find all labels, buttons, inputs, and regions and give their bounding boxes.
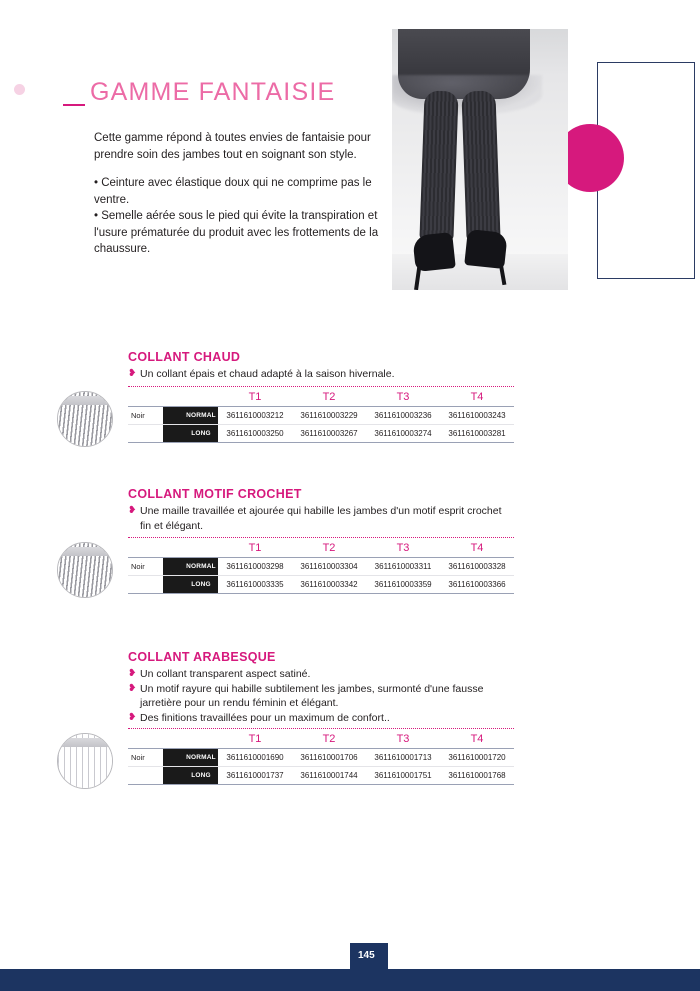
colour-label-empty xyxy=(128,767,163,784)
table-row xyxy=(128,558,514,576)
colour-swatch-black xyxy=(163,576,184,593)
section-title: COLLANT MOTIF CROCHET xyxy=(128,487,302,501)
section-bullet-row xyxy=(128,711,518,726)
table-row xyxy=(128,749,514,767)
colour-label: Noir xyxy=(131,753,145,762)
hero-left-leg xyxy=(419,90,458,241)
section-bullet-text: Un collant transparent aspect satiné. xyxy=(140,668,311,680)
table-header-t2: T2 xyxy=(322,391,336,403)
hero-right-leg xyxy=(461,90,500,241)
intro-paragraph: Cette gamme répond à toutes envies de fantaisie pour prendre soin des jambes tout en soignant son style. xyxy=(94,132,371,161)
table-header-t1: T1 xyxy=(248,391,262,403)
table-header-t3: T3 xyxy=(396,542,410,554)
intro-text-block xyxy=(94,130,384,258)
table-header-t1: T1 xyxy=(248,542,262,554)
reference-cell: 3611610003359 xyxy=(374,580,432,589)
reference-cell: 3611610003267 xyxy=(300,429,358,438)
colour-swatch-black xyxy=(163,425,184,442)
table-header-t2: T2 xyxy=(322,542,336,554)
page-number: 145 xyxy=(358,950,375,961)
thumbnail-waistband xyxy=(58,547,112,556)
reference-cell: 3611610003366 xyxy=(448,580,506,589)
reference-cell: 3611610003236 xyxy=(374,411,432,420)
page-title: GAMME FANTAISIE xyxy=(90,78,336,106)
section-bullet-text: Un collant épais et chaud adapté à la saison hivernale. xyxy=(140,368,395,380)
table-row xyxy=(128,425,514,443)
section-bullet-row xyxy=(128,367,508,382)
section-bullet-text: Une maille travaillée et ajourée qui habille les jambes d'un motif esprit crochet fin et élégant. xyxy=(140,505,502,532)
product-thumbnail xyxy=(57,391,113,447)
bullet-mark-icon: ❥ xyxy=(128,711,137,723)
bullet-mark-icon: ❥ xyxy=(128,505,137,516)
reference-cell: 3611610001720 xyxy=(448,753,506,762)
intro-bullet-2: • Semelle aérée sous le pied qui évite la transpiration et l'usure prématurée du produit avec les frottements de la chaussure. xyxy=(94,210,379,255)
reference-cell: 3611610003281 xyxy=(448,429,506,438)
reference-cell: 3611610003298 xyxy=(226,562,284,571)
colour-swatch-black xyxy=(163,558,184,575)
reference-cell: 3611610003212 xyxy=(226,411,284,420)
section-bullets xyxy=(128,504,508,533)
table-header-row xyxy=(128,728,514,749)
table-header-t2: T2 xyxy=(322,733,336,745)
reference-cell: 3611610001744 xyxy=(300,771,358,780)
table-header-t4: T4 xyxy=(470,391,484,403)
reference-cell: 3611610003243 xyxy=(448,411,506,420)
colour-swatch-black xyxy=(163,749,184,766)
reference-table xyxy=(128,386,514,443)
section-bullet-row xyxy=(128,682,518,711)
reference-cell: 3611610003304 xyxy=(300,562,358,571)
length-label-long: LONG xyxy=(184,425,218,442)
intro-bullet-1: • Ceinture avec élastique doux qui ne comprime pas le ventre. xyxy=(94,177,372,206)
product-thumbnail xyxy=(57,542,113,598)
hero-photo xyxy=(392,29,568,290)
table-header-t4: T4 xyxy=(470,542,484,554)
length-label-normal: NORMAL xyxy=(184,558,218,575)
thumbnail-waistband xyxy=(58,396,112,405)
reference-cell: 3611610003274 xyxy=(374,429,432,438)
footer-bar xyxy=(0,969,700,991)
reference-table xyxy=(128,728,514,785)
reference-cell: 3611610003328 xyxy=(448,562,506,571)
title-underline xyxy=(63,104,85,106)
colour-swatch-black xyxy=(163,407,184,424)
section-bullets xyxy=(128,667,518,725)
table-header-t3: T3 xyxy=(396,391,410,403)
bullet-mark-icon: ❥ xyxy=(128,368,137,379)
length-label-normal: NORMAL xyxy=(184,749,218,766)
section-bullet-text: Des finitions travaillées pour un maximum de confort.. xyxy=(140,711,390,724)
section-bullet-row xyxy=(128,667,518,682)
table-row xyxy=(128,576,514,594)
reference-cell: 3611610003342 xyxy=(300,580,358,589)
reference-table xyxy=(128,537,514,594)
reference-cell: 3611610001706 xyxy=(300,753,358,762)
product-thumbnail xyxy=(57,733,113,789)
colour-label: Noir xyxy=(131,411,145,420)
table-row xyxy=(128,767,514,785)
reference-cell: 3611610003250 xyxy=(226,429,284,438)
bullet-mark-icon: ❥ xyxy=(128,668,137,679)
colour-label-empty xyxy=(128,425,163,442)
colour-swatch-black xyxy=(163,767,184,784)
length-label-long: LONG xyxy=(184,576,218,593)
table-header-row xyxy=(128,386,514,407)
section-title: COLLANT CHAUD xyxy=(128,350,241,364)
colour-label-empty xyxy=(128,576,163,593)
length-label-long: LONG xyxy=(184,767,218,784)
section-bullets xyxy=(128,367,508,382)
section-bullet-text: Un motif rayure qui habille subtilement les jambes, surmonté d'une fausse jarretière pour un rendu féminin et élégant. xyxy=(140,682,484,709)
reference-cell: 3611610001690 xyxy=(226,753,284,762)
reference-cell: 3611610001768 xyxy=(448,771,506,780)
table-header-t3: T3 xyxy=(396,733,410,745)
section-title: COLLANT ARABESQUE xyxy=(128,650,276,664)
table-header-t4: T4 xyxy=(470,733,484,745)
bullet-mark-icon: ❥ xyxy=(128,682,137,694)
table-row xyxy=(128,407,514,425)
reference-cell: 3611610003335 xyxy=(226,580,284,589)
reference-cell: 3611610003229 xyxy=(300,411,358,420)
table-header-t1: T1 xyxy=(248,733,262,745)
reference-cell: 3611610001737 xyxy=(226,771,284,780)
reference-cell: 3611610003311 xyxy=(374,562,432,571)
section-bullet-row xyxy=(128,504,508,533)
reference-cell: 3611610001751 xyxy=(374,771,432,780)
table-header-row xyxy=(128,537,514,558)
thumbnail-waistband xyxy=(58,738,112,747)
reference-cell: 3611610001713 xyxy=(374,753,432,762)
pink-dot-decoration xyxy=(14,84,25,95)
colour-label: Noir xyxy=(131,562,145,571)
length-label-normal: NORMAL xyxy=(184,407,218,424)
